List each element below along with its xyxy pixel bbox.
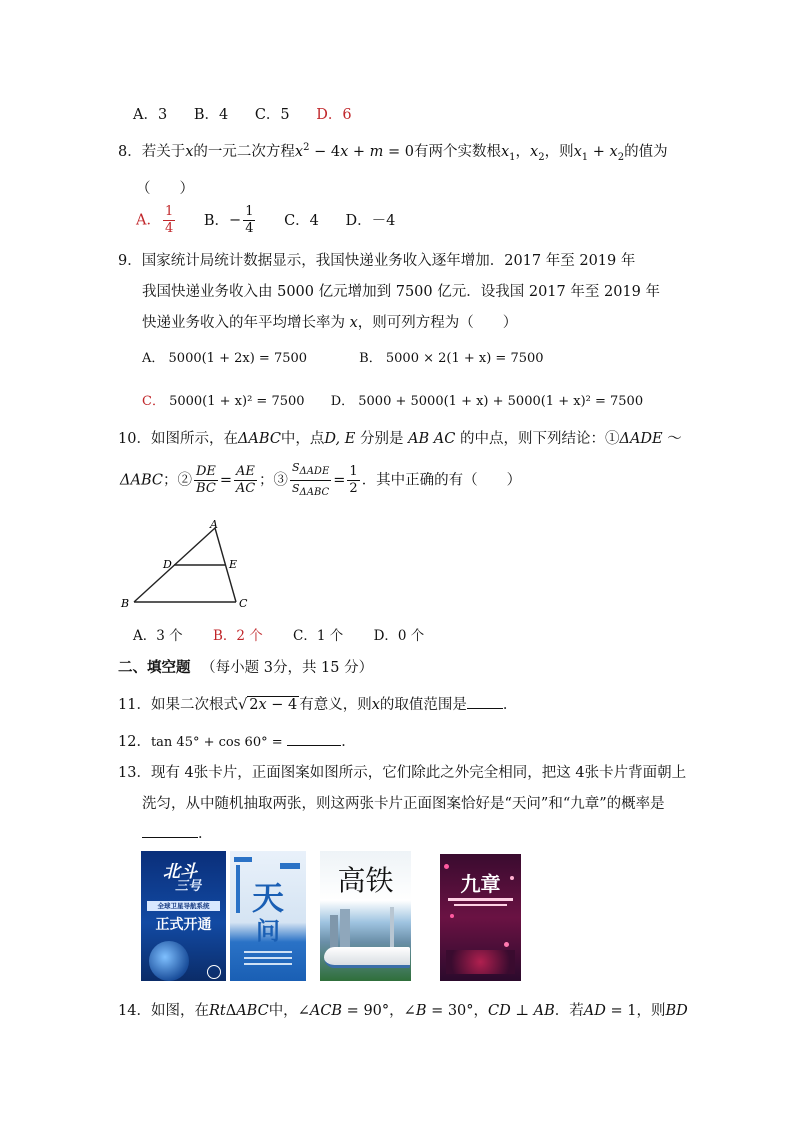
question-9: 9．国家统计局统计数据显示，我国快递业务收入逐年增加．2017 年至 2019 年 xyxy=(118,253,636,269)
emblem-icon xyxy=(207,965,221,979)
card-tianwen: 天 问 xyxy=(230,851,306,981)
earth-icon xyxy=(149,941,189,981)
question-8: 8．若关于x的一元二次方程$x^2 - 4x + m = 0$有两个实数根$x_1$，$x_2$，则$x_1 + x_2$的值为 xyxy=(118,142,668,163)
card-jiuzhang: 九章 xyxy=(440,854,521,981)
train-icon xyxy=(324,947,410,968)
section-fill-blank: 二、填空题 （每小题 3分，共 15 分） xyxy=(118,660,374,676)
q7-options xyxy=(133,103,352,124)
question-13: 13．现有 4张卡片，正面图案如图所示，它们除此之外完全相同，把这 4张卡片背面朝上 xyxy=(118,765,687,781)
label-e: E xyxy=(229,558,238,571)
q8-options: A． $\frac{1}{4}$ B．− $\frac{1}{4}$ C．4 D．－4 xyxy=(136,204,396,236)
option-c: C．5 xyxy=(254,107,290,123)
option-a: A．3 xyxy=(133,107,168,123)
card-beidou: 北斗 三号 全球卫星导航系统 正式开通 xyxy=(141,851,226,981)
q9-options-ab: A． 5000(1 + 2x) = 7500 B． 5000 × 2(1 + x) = 7500 xyxy=(142,351,544,366)
label-a: A xyxy=(210,518,218,531)
triangle-figure xyxy=(118,516,258,616)
card-gaotie: 高铁 xyxy=(320,851,411,981)
label-d: D xyxy=(163,558,172,571)
question-14: 14．如图，在RtΔABC中，∠ACB = 90°，∠B = 30°，CD ⊥ AB．若AD = 1，则BD xyxy=(118,1003,688,1019)
label-b: B xyxy=(121,597,130,610)
question-10: 10．如图所示，在ΔABC中，点D, E 分别是 AB AC 的中点，则下列结论：①ΔADE ～ xyxy=(118,431,682,447)
question-11: 11．如果二次根式√ 2x − 4 有意义，则x的取值范围是 ． xyxy=(118,697,518,713)
option-d: D．6 xyxy=(316,107,352,123)
question-12: 12．tan 45° + cos 60° = ． xyxy=(118,734,356,750)
option-b: B．4 xyxy=(193,107,229,123)
q8-paren: （ ） xyxy=(136,181,194,197)
q9-options-cd: C． 5000(1 + x)² = 7500 D． 5000 + 5000(1 + x) + 5000(1 + x)² = 7500 xyxy=(142,394,644,409)
label-c: C xyxy=(239,597,248,610)
q10-options: A．3 个 B．2 个 C．1 个 D．0 个 xyxy=(133,628,425,644)
